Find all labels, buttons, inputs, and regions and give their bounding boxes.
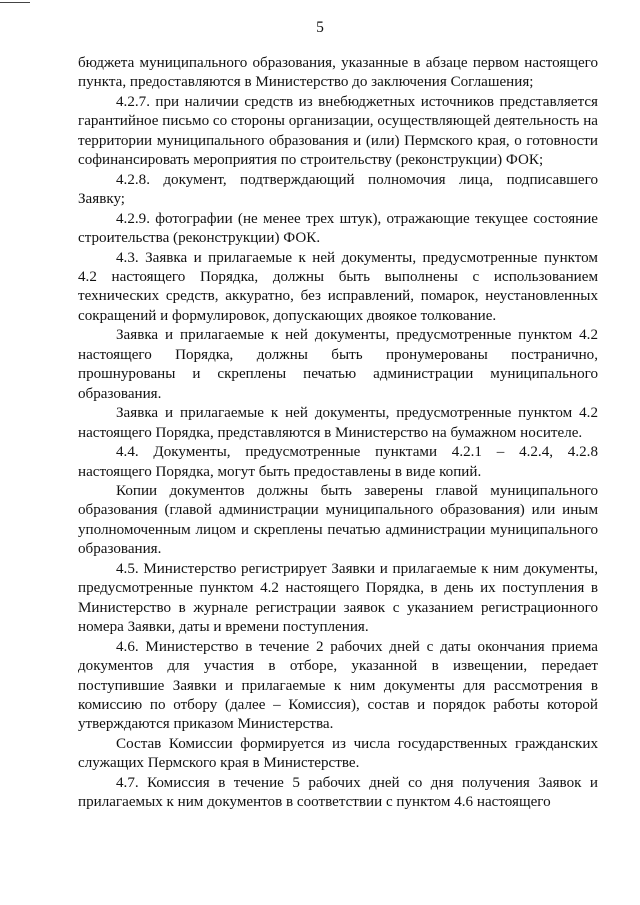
- paragraph-4-7: 4.7. Комиссия в течение 5 рабочих дней со дня получения Заявок и прилагаемых к ним документов в соответствии с пунктом 4.6 настоящего: [78, 774, 598, 811]
- scan-edge-line: [0, 2, 30, 3]
- paragraph-4-2-7: 4.2.7. при наличии средств из внебюджетных источников представляется гарантийное письмо со стороны организации, осуществляющей деятельность на территории муниципального образования и (или) Пермского края, о готовности софинансировать мероприятия по строительству (реконструкции) ФОК;: [78, 93, 598, 169]
- paragraph-4-6: 4.6. Министерство в течение 2 рабочих дней с даты окончания приема документов для участия в отборе, указанной в извещении, передает поступившие Заявки и прилагаемые к ним документы для рассмотрения в комиссию по отбору (далее – Комиссия), состав и порядок работы которой утверждаются приказом Министерства.: [78, 638, 598, 733]
- paragraph-continuation: бюджета муниципального образования, указанные в абзаце первом настоящего пункта, предоставляются в Министерство до заключения Соглашения;: [78, 55, 598, 91]
- paragraph-4-3: 4.3. Заявка и прилагаемые к ней документы, предусмотренные пунктом 4.2 настоящего Порядка, должны быть выполнены с использованием технических средств, аккуратно, без исправлений, помарок, неустановленных сокращений и формулировок, допускающих двоякое толкование.: [78, 249, 598, 324]
- paragraph-4-2-8: 4.2.8. документ, подтверждающий полномочия лица, подписавшего Заявку;: [78, 171, 598, 208]
- paragraph-4-5: 4.5. Министерство регистрирует Заявки и прилагаемые к ним документы, предусмотренные пунктом 4.2 настоящего Порядка, в день их поступления в Министерство в журнале регистрации заявок с указанием регистрационного номера Заявки, даты и времени поступления.: [78, 560, 598, 636]
- paragraph-4-3-paper: Заявка и прилагаемые к ней документы, предусмотренные пунктом 4.2 настоящего Порядка, представляются в Министерство на бумажном носителе.: [78, 405, 598, 441]
- paragraph-4-4: 4.4. Документы, предусмотренные пунктами 4.2.1 – 4.2.4, 4.2.8 настоящего Порядка, могут быть предоставлены в виде копий.: [78, 444, 598, 480]
- paragraph-4-2-9: 4.2.9. фотографии (не менее трех штук), отражающие текущее состояние строительства (реконструкции) ФОК.: [78, 210, 598, 247]
- page-number: 5: [316, 19, 324, 36]
- paragraph-4-3-numbering: Заявка и прилагаемые к ней документы, предусмотренные пунктом 4.2 настоящего Порядка, должны быть пронумерованы постранично, прошнурованы и скреплены печатью администрации муниципального образования.: [78, 327, 598, 402]
- paragraph-4-4-copies: Копии документов должны быть заверены главой муниципального образования (главой администрации муниципального образования) или иным уполномоченным лицом и скреплены печатью администрации муниципального образования.: [78, 482, 598, 558]
- paragraph-commission-composition: Состав Комиссии формируется из числа государственных гражданских служащих Пермского края в Министерстве.: [78, 735, 598, 772]
- document-body: [78, 54, 598, 813]
